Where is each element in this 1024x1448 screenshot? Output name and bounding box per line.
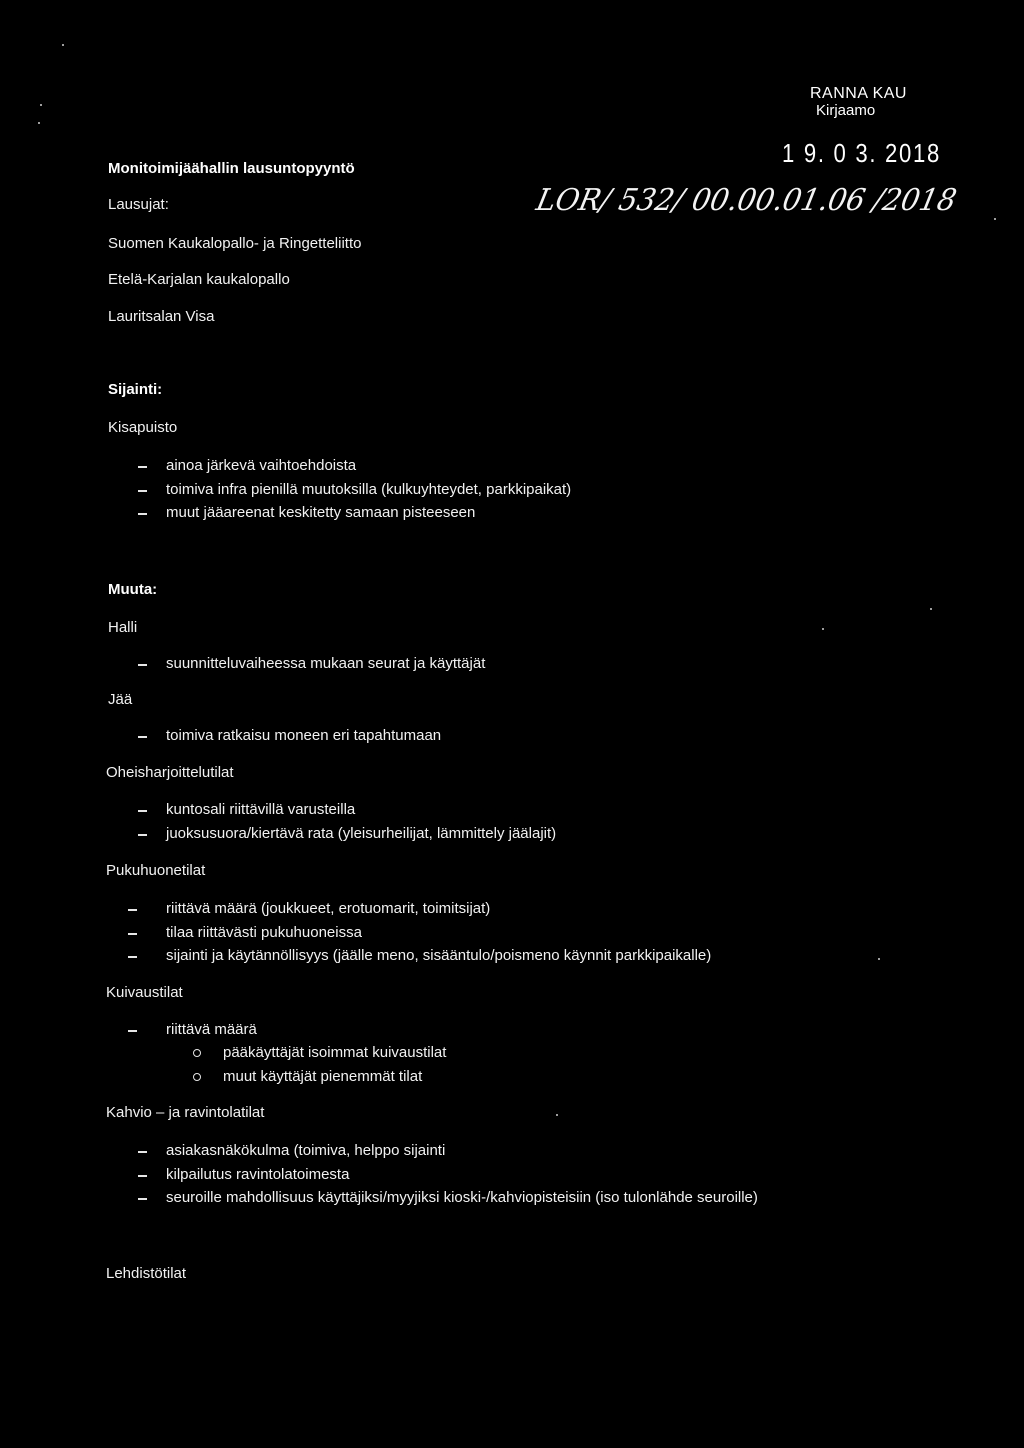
drying-label: Kuivaustilat: [106, 984, 183, 1001]
circle-bullet-icon: [193, 1073, 201, 1081]
scan-speck: [822, 628, 824, 630]
location-point: muut jääareenat keskitetty samaan pisteeseen: [166, 504, 476, 521]
training-point: kuntosali riittävillä varusteilla: [166, 801, 356, 818]
dash-bullet: [138, 834, 147, 836]
cafe-point: kilpailutus ravintolatoimesta: [166, 1166, 350, 1183]
cafe-label: Kahvio – ja ravintolatilat: [106, 1104, 265, 1121]
drying-point: riittävä määrä: [166, 1021, 257, 1038]
dash-bullet: [138, 664, 147, 666]
locker-point: riittävä määrä (joukkueet, erotuomarit, toimitsijat): [166, 900, 491, 917]
cafe-point: asiakasnäkökulma (toimiva, helppo sijainti: [166, 1142, 446, 1159]
scan-speck: [556, 1114, 558, 1116]
circle-bullet-icon: [193, 1049, 201, 1057]
stamp-registry: Kirjaamo: [816, 102, 876, 119]
training-point: juoksusuora/kiertävä rata (yleisurheilijat, lämmittely jäälajit): [166, 825, 557, 842]
location-point: ainoa järkevä vaihtoehdoista: [166, 457, 357, 474]
location-point: toimiva infra pienillä muutoksilla (kulkuyhteydet, parkkipaikat): [166, 481, 572, 498]
scan-speck: [994, 218, 996, 220]
ice-point: toimiva ratkaisu moneen eri tapahtumaan: [166, 727, 442, 744]
other-heading: Muuta:: [108, 581, 158, 598]
scan-speck: [878, 958, 880, 960]
submitter-item: Lauritsalan Visa: [108, 308, 215, 325]
dash-bullet: [138, 736, 147, 738]
locker-point: tilaa riittävästi pukuhuoneissa: [166, 924, 362, 941]
submitters-label: Lausujat:: [108, 196, 169, 213]
dash-bullet: [138, 810, 147, 812]
locker-label: Pukuhuonetilat: [106, 862, 206, 879]
cafe-point: seuroille mahdollisuus käyttäjiksi/myyjiksi kioski-/kahviopisteisiin (iso tulonlähde seuroille): [166, 1189, 758, 1206]
submitter-item: Suomen Kaukalopallo- ja Ringetteliitto: [108, 235, 362, 252]
scan-speck: [40, 104, 42, 106]
locker-point: sijainti ja käytännöllisyys (jäälle meno, sisääntulo/poismeno käynnit parkkipaikalle): [166, 947, 712, 964]
dash-bullet: [128, 909, 137, 911]
dash-bullet: [128, 933, 137, 935]
drying-subpoint: pääkäyttäjät isoimmat kuivaustilat: [223, 1044, 447, 1061]
dash-bullet: [128, 1030, 137, 1032]
press-label: Lehdistötilat: [106, 1265, 187, 1282]
dash-bullet: [138, 1175, 147, 1177]
document-title: Monitoimijäähallin lausuntopyyntö: [108, 160, 355, 177]
dash-bullet: [128, 956, 137, 958]
location-heading: Sijainti:: [108, 381, 163, 398]
training-label: Oheisharjoittelutilat: [106, 764, 234, 781]
scan-speck: [38, 122, 40, 124]
dash-bullet: [138, 466, 147, 468]
dash-bullet: [138, 1198, 147, 1200]
ice-label: Jää: [108, 691, 133, 708]
submitter-item: Etelä-Karjalan kaukalopallo: [108, 271, 290, 288]
location-name: Kisapuisto: [108, 419, 178, 436]
hall-label: Halli: [108, 619, 138, 636]
stamp-office: RANNA KAU: [810, 85, 907, 102]
drying-subpoint: muut käyttäjät pienemmät tilat: [223, 1068, 423, 1085]
hall-point: suunnitteluvaiheessa mukaan seurat ja käyttäjät: [166, 655, 486, 672]
handwritten-reference: LOR/ 532/ 00.00.01.06 /2018: [533, 183, 960, 218]
dash-bullet: [138, 1151, 147, 1153]
dash-bullet: [138, 490, 147, 492]
scan-speck: [930, 608, 932, 610]
scan-speck: [62, 44, 64, 46]
stamp-date: 1 9. 0 3. 2018: [782, 138, 941, 168]
dash-bullet: [138, 513, 147, 515]
